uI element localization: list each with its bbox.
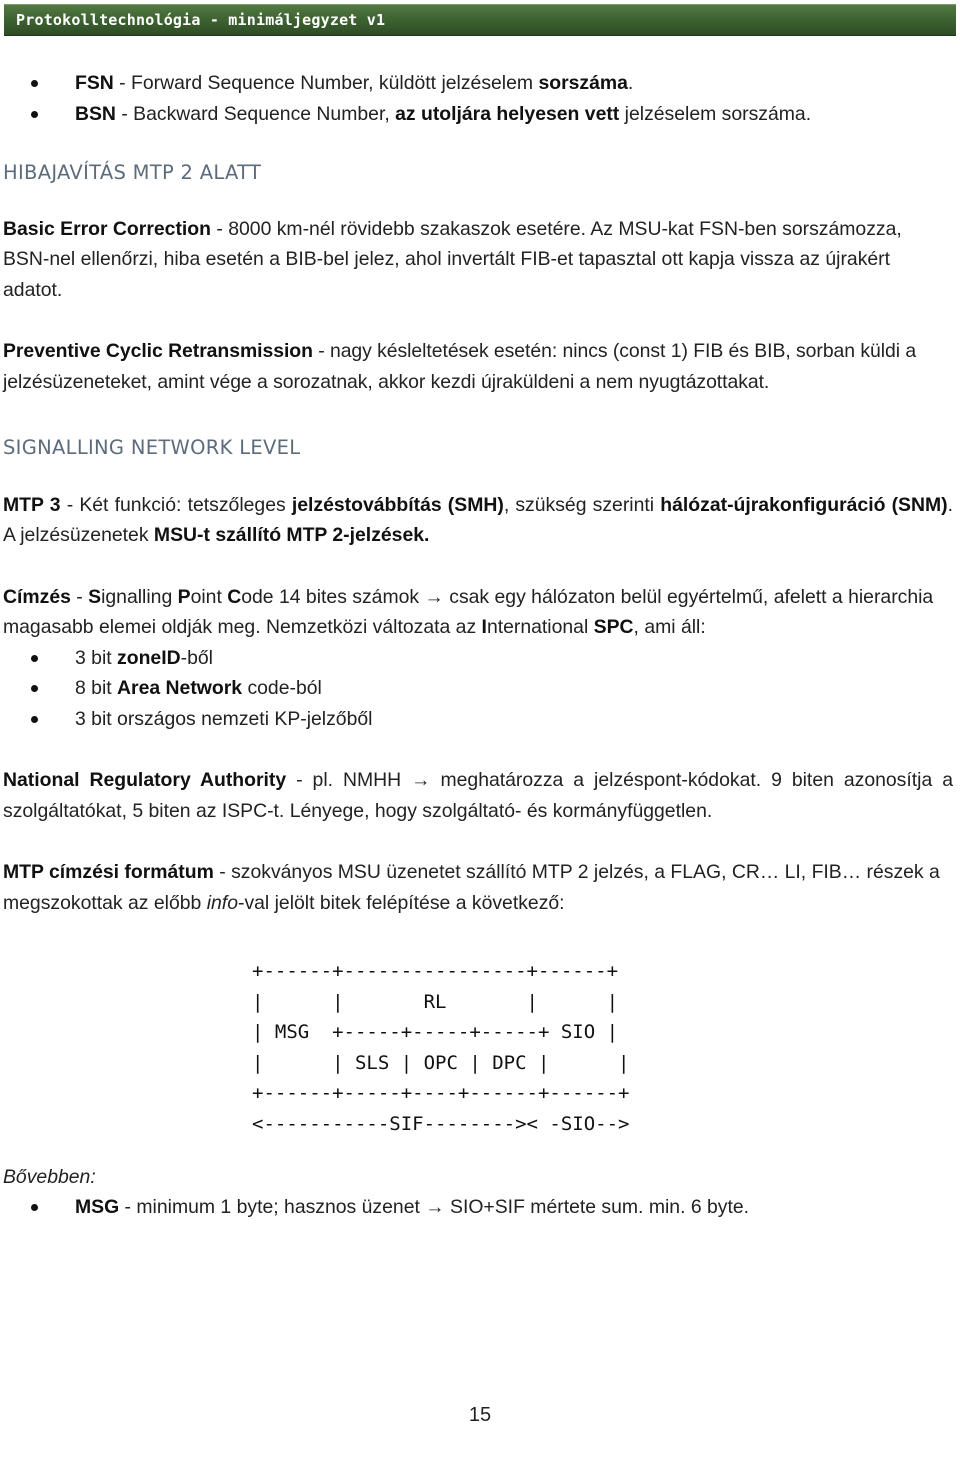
list-item: FSN - Forward Sequence Number, küldött jelzéselem sorszáma. xyxy=(3,68,953,99)
ascii-format-diagram: +------+----------------+------+ | | RL | | | MSG +-----+-----+-----+ SIO | | | SLS | OPC | DPC | | +------+-----+----+------+------+ <-----------SIF-------->< -SIO--> xyxy=(252,960,630,1135)
section-heading-error-correction: HIBAJAVÍTÁS MTP 2 ALATT xyxy=(3,161,262,184)
more-label: Bővebben: xyxy=(3,1165,96,1188)
bullet-list-address-parts xyxy=(3,643,953,735)
list-item: BSN - Backward Sequence Number, az utoljára helyesen vett jelzéselem sorszáma. xyxy=(3,99,953,130)
paragraph-basic-error-correction: Basic Error Correction - 8000 km-nél rövidebb szakaszok esetére. Az MSU-kat FSN-ben sorszámozza, BSN-nel ellenőrzi, hiba esetén a BIB-bel jelez, ahol invertált FIB-et tapasztal ott kapja vissza az újrakért adatot. xyxy=(3,217,902,301)
page-content xyxy=(3,68,953,1223)
paragraph-mtp3: MTP 3 - Két funkció: tetszőleges jelzéstovábbítás (SMH), szükség szerinti hálózat-újrakonfiguráció (SNM). A jelzésüzenetek MSU-t szállító MTP 2-jelzések. xyxy=(3,493,953,546)
section-heading-signalling-network-level: SIGNALLING NETWORK LEVEL xyxy=(3,436,301,459)
bullet-list-sequence-numbers xyxy=(3,68,953,129)
document-header-banner xyxy=(4,4,956,36)
list-item: 3 bit zoneID-ből xyxy=(3,643,953,674)
paragraph-addressing: Címzés - Signalling Point Code 14 bites számok → csak egy hálózaton belül egyértelmű, afelett a hierarchia magasabb elemei oldják meg. Nemzetközi változata az International SPC, ami áll: xyxy=(3,585,934,638)
paragraph-national-regulatory-authority: National Regulatory Authority - pl. NMHH → meghatározza a jelzéspont-kódokat. 9 biten azonosítja a szolgáltatókat, 5 biten az ISPC-t. Lényege, hogy szolgáltató- és kormányfüggetlen. xyxy=(3,769,953,822)
list-item: 3 bit országos nemzeti KP-jelzőből xyxy=(3,704,953,735)
list-item: 8 bit Area Network code-ból xyxy=(3,673,953,704)
bullet-list-more xyxy=(3,1192,953,1223)
page-number: 15 xyxy=(468,1404,492,1426)
paragraph-preventive-cyclic: Preventive Cyclic Retransmission - nagy késleltetések esetén: nincs (const 1) FIB és BIB, sorban küldi a jelzésüzeneteket, amint vége a sorozatnak, akkor kezdi újraküldeni a nem nyugtázottakat. xyxy=(3,340,917,393)
document-title: Protokolltechnológia - minimáljegyzet v1 xyxy=(16,11,386,29)
paragraph-mtp-address-format: MTP címzési formátum - szokványos MSU üzenetet szállító MTP 2 jelzés, a FLAG, CR… LI, FIB… részek a megszokottak az előbb info-val jelölt bitek felépítése a következő: xyxy=(3,861,940,914)
list-item: MSG - minimum 1 byte; hasznos üzenet → SIO+SIF mértete sum. min. 6 byte. xyxy=(3,1192,953,1223)
